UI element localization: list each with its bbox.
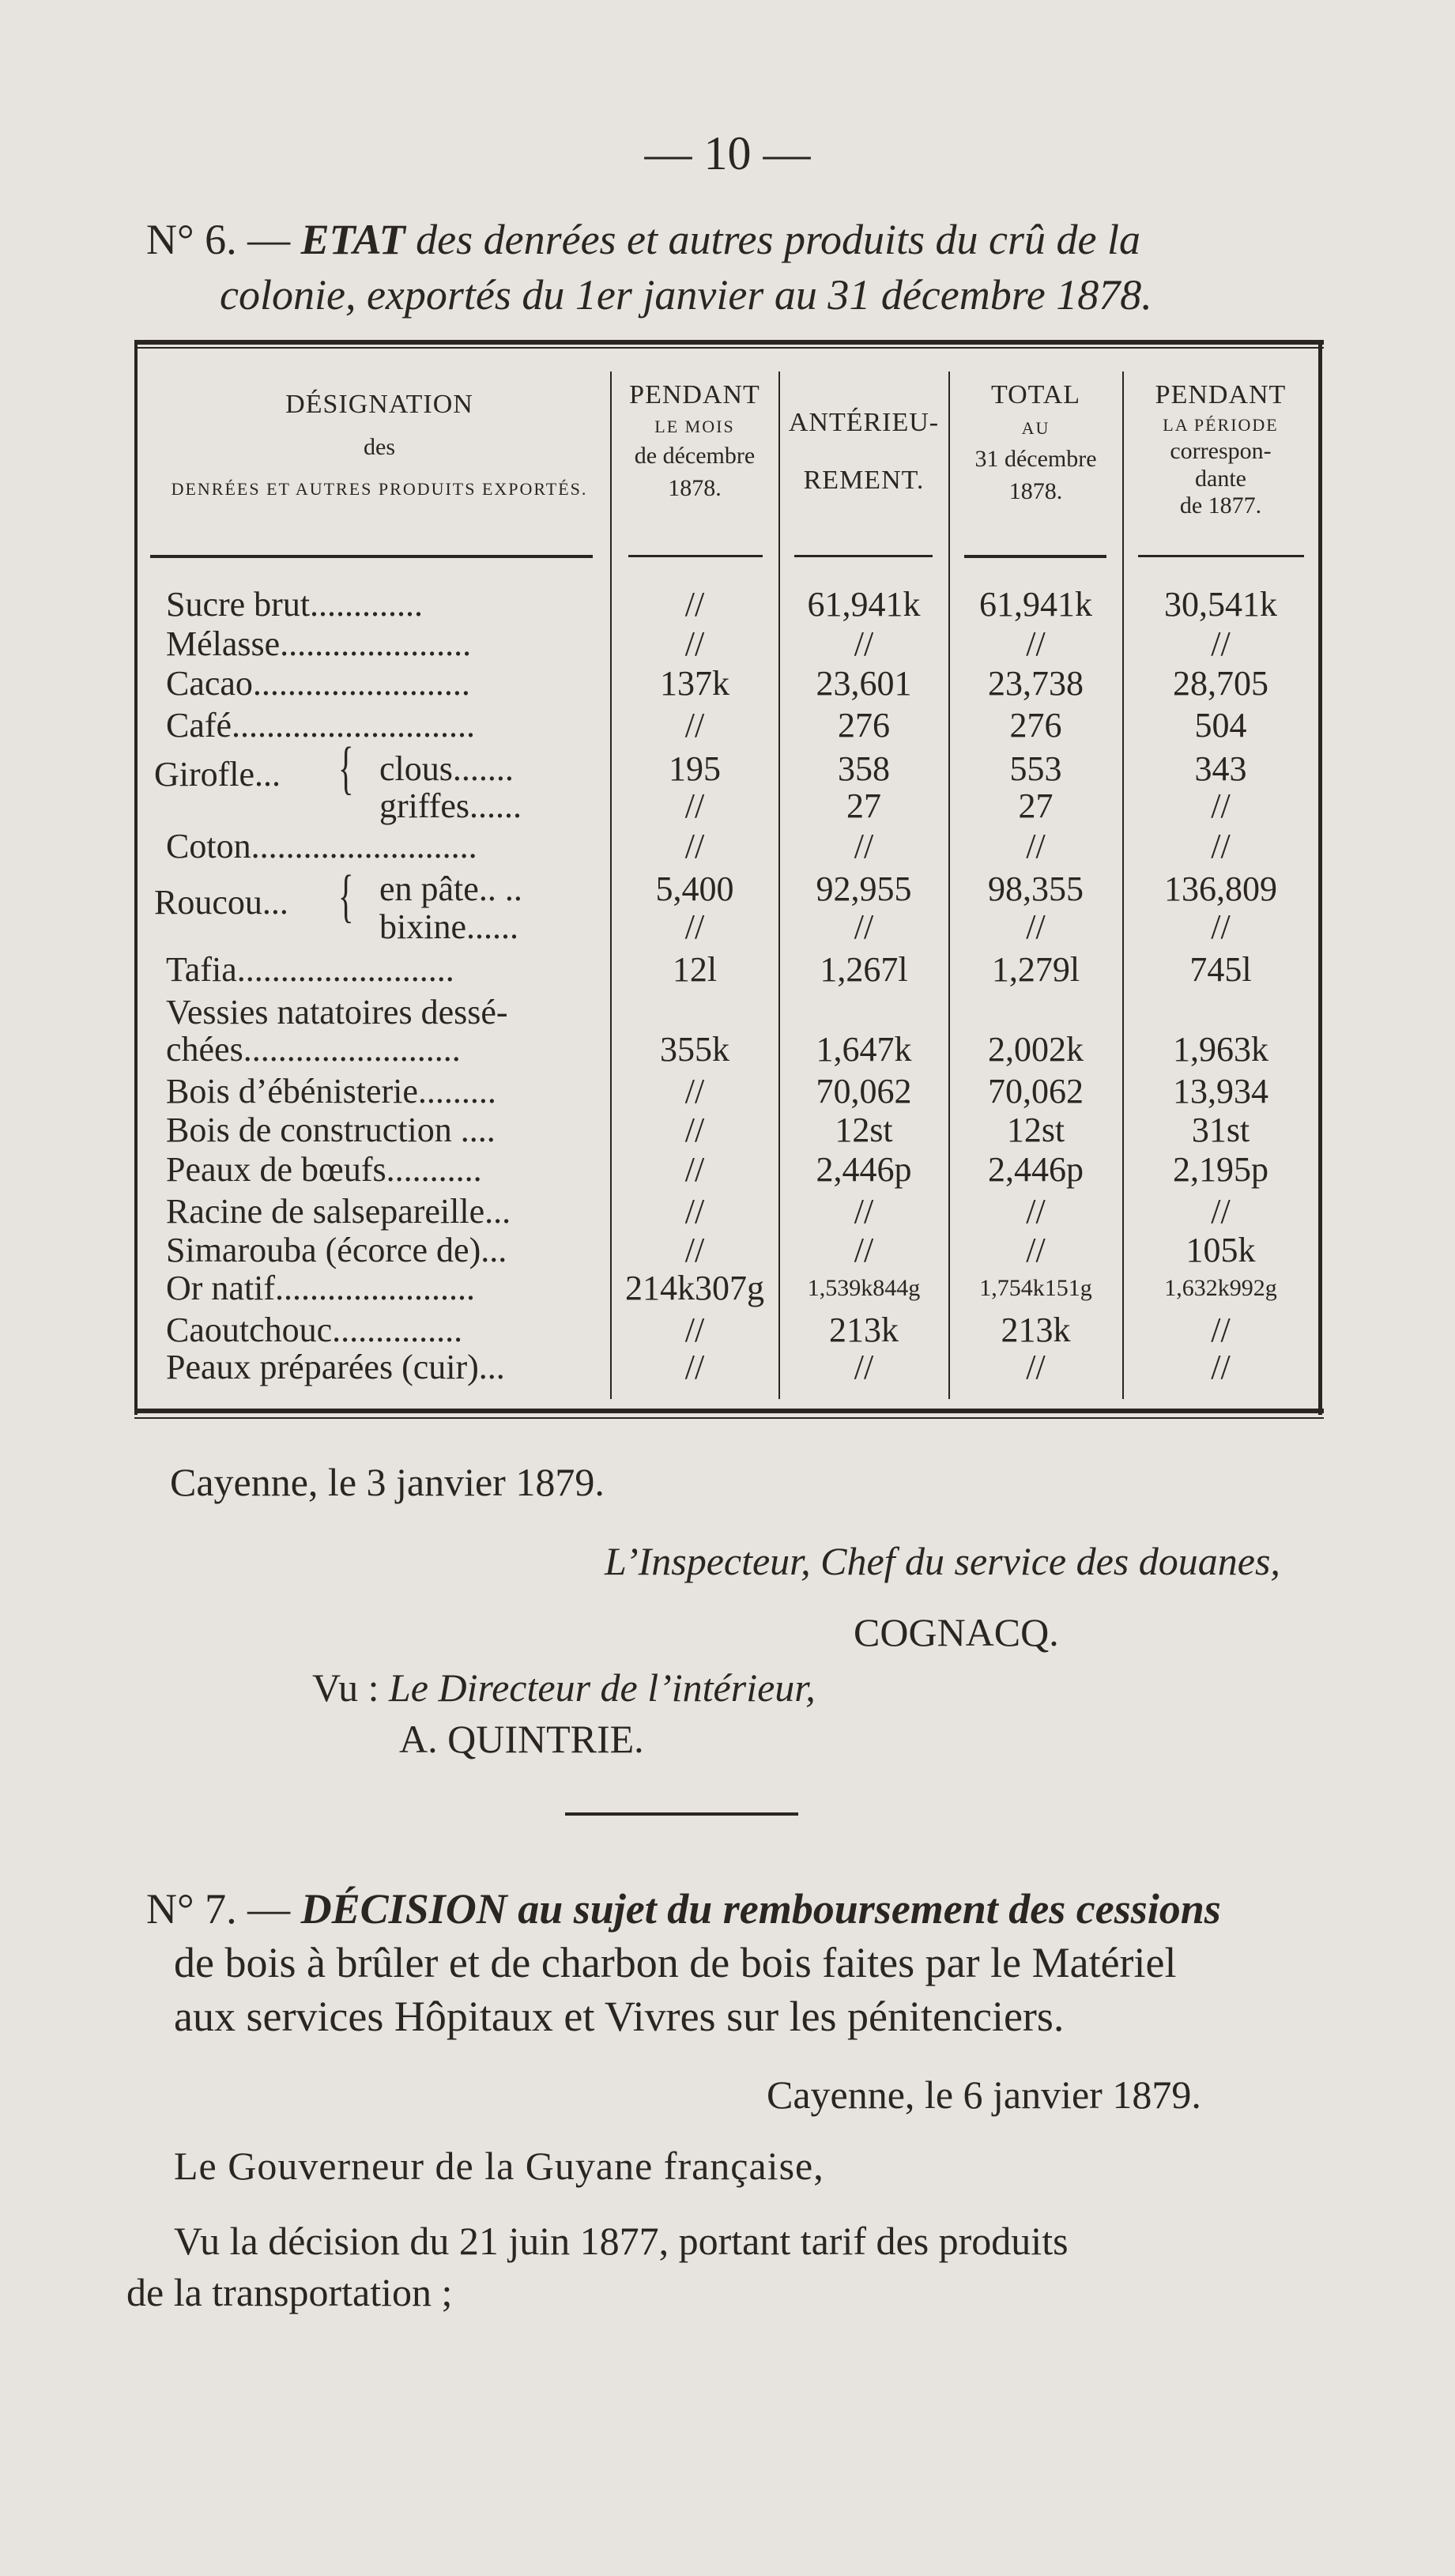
row-cell-4: 136,809	[1164, 869, 1277, 908]
table-row	[0, 1030, 1455, 1069]
table-row	[0, 1192, 1455, 1231]
row-cell-2: 1,539k844g	[807, 1275, 921, 1301]
header-anterieurement: ANTÉRIEU- REMENT.	[788, 408, 940, 496]
header-pendant-mois: PENDANT LE MOIS de décembre 1878.	[629, 380, 760, 501]
decision-line1-rest: au sujet du remboursement des cessions	[518, 1885, 1221, 1933]
row-cell-1: //	[684, 1348, 705, 1386]
row-label: Racine de salsepareille...	[166, 1192, 511, 1231]
table-row	[0, 1111, 1455, 1150]
row-label: Simarouba (écorce de)...	[166, 1231, 507, 1269]
row-cell-1: //	[684, 1311, 705, 1349]
decision-gouverneur: Le Gouverneur de la Guyane française,	[174, 2144, 824, 2188]
table-row	[0, 993, 1455, 1032]
row-cell-3: 2,002k	[988, 1030, 1084, 1069]
row-label: Café............................	[166, 706, 476, 745]
row-cell-2: //	[854, 1231, 874, 1269]
row-cell-3: //	[1026, 1192, 1046, 1231]
row-cell-1: 137k	[660, 664, 729, 703]
row-cell-3: 553	[1009, 749, 1062, 788]
row-cell-4: //	[1211, 786, 1231, 825]
table-bottom-rule-thin	[134, 1417, 1324, 1419]
table-row	[0, 1231, 1455, 1270]
row-cell-2: 2,446p	[816, 1150, 912, 1189]
row-cell-3: 98,355	[988, 869, 1084, 908]
row-cell-2: 1,647k	[816, 1030, 912, 1069]
row-cell-3: 61,941k	[979, 585, 1092, 624]
decision-number: N° 7. —	[146, 1885, 291, 1933]
row-cell-3: //	[1026, 624, 1046, 663]
row-cell-4: 13,934	[1173, 1072, 1268, 1111]
row-cell-3: //	[1026, 1231, 1046, 1269]
header-rule-4	[964, 555, 1106, 558]
row-cell-4: //	[1211, 1192, 1231, 1231]
row-cell-4: 1,963k	[1173, 1030, 1268, 1069]
row-cell-4: 30,541k	[1164, 585, 1277, 624]
row-cell-1: 214k307g	[625, 1269, 764, 1307]
table-row	[0, 950, 1455, 990]
row-cell-3: //	[1026, 907, 1046, 946]
brace-girofle: {	[337, 736, 354, 801]
signoff-place-date: Cayenne, le 3 janvier 1879.	[170, 1460, 605, 1504]
row-cell-1: //	[684, 1150, 705, 1189]
row-label: Tafia.........................	[166, 950, 454, 989]
row-cell-3: 1,754k151g	[979, 1275, 1092, 1301]
row-cell-1: //	[684, 1192, 705, 1231]
row-cell-4: 504	[1194, 706, 1247, 745]
row-cell-2: //	[854, 1192, 874, 1231]
row-cell-3: 276	[1009, 706, 1062, 745]
row-cell-4: 1,632k992g	[1164, 1275, 1277, 1301]
row-cell-1: //	[684, 827, 705, 866]
title-line1-rest: des denrées et autres produits du crû de la	[416, 216, 1141, 263]
row-cell-3: 2,446p	[988, 1150, 1084, 1189]
row-cell-4: 343	[1194, 749, 1247, 788]
row-label: Bois de construction ....	[166, 1111, 496, 1149]
table-row	[0, 786, 1455, 826]
table-row	[0, 1150, 1455, 1190]
row-cell-1: //	[684, 1111, 705, 1149]
row-cell-2: 23,601	[816, 664, 912, 703]
table-bottom-rule	[134, 1409, 1324, 1413]
row-cell-4: //	[1211, 1311, 1231, 1349]
row-cell-4: 28,705	[1173, 664, 1268, 703]
row-cell-2: //	[854, 827, 874, 866]
row-cell-1: //	[684, 786, 705, 825]
row-cell-1: //	[684, 1072, 705, 1111]
table-row	[0, 1348, 1455, 1387]
row-cell-3: 12st	[1006, 1111, 1065, 1149]
row-cell-3: 23,738	[988, 664, 1084, 703]
row-label: Or natif.......................	[166, 1269, 476, 1307]
vu-line	[312, 1664, 816, 1711]
row-cell-2: //	[854, 624, 874, 663]
table-row	[0, 706, 1455, 745]
row-cell-2: 358	[838, 749, 890, 788]
table-title-line2: colonie, exportés du 1er janvier au 31 décembre 1878.	[220, 271, 1152, 319]
row-cell-1: //	[684, 585, 705, 624]
row-cell-3: 70,062	[988, 1072, 1084, 1111]
decision-keyword: DÉCISION	[300, 1885, 507, 1933]
row-cell-2: //	[854, 1348, 874, 1386]
page-number: — 10 —	[644, 127, 811, 179]
brace-roucou: {	[337, 864, 354, 929]
table-row	[0, 624, 1455, 664]
row-cell-4: 105k	[1185, 1231, 1256, 1269]
row-cell-4: 2,195p	[1173, 1150, 1268, 1189]
row-cell-1: //	[684, 624, 705, 663]
row-cell-4: 745l	[1189, 950, 1252, 989]
table-row	[0, 869, 1455, 909]
header-pendant-periode: PENDANT LA PÉRIODE correspon- dante de 1877.	[1155, 380, 1287, 519]
table-row	[0, 585, 1455, 624]
row-cell-3: 213k	[1001, 1311, 1071, 1349]
row-cell-1: //	[684, 706, 705, 745]
row-cell-2: 61,941k	[807, 585, 921, 624]
vu-role: Le Directeur de l’intérieur,	[389, 1665, 816, 1710]
row-cell-1: 355k	[660, 1030, 729, 1069]
table-top-rule	[134, 340, 1324, 345]
row-label: chées.........................	[166, 1030, 461, 1069]
row-cell-2: 70,062	[816, 1072, 912, 1111]
section-separator	[565, 1812, 798, 1816]
row-cell-2: 1,267l	[820, 950, 908, 989]
row-label: Caoutchouc...............	[166, 1311, 463, 1349]
row-cell-2: 213k	[829, 1311, 899, 1349]
table-row	[0, 664, 1455, 703]
table-title-line1	[146, 212, 1332, 267]
row-label: Vessies natatoires dessé-	[166, 993, 508, 1032]
row-cell-4: //	[1211, 827, 1231, 866]
row-label: Mélasse......................	[166, 624, 472, 663]
row-label: en pâte.. ..	[379, 869, 522, 908]
table-row	[0, 1072, 1455, 1111]
table-row	[0, 827, 1455, 866]
table-row	[0, 1311, 1455, 1350]
signoff-role: L’Inspecteur, Chef du service des douanes,	[605, 1539, 1280, 1583]
table-row	[0, 749, 1455, 789]
decision-vu-line1: Vu la décision du 21 juin 1877, portant tarif des produits	[174, 2219, 1069, 2263]
table-top-rule-thin	[134, 347, 1324, 349]
table-row	[0, 907, 1455, 947]
row-cell-1: //	[684, 1231, 705, 1269]
row-cell-4: //	[1211, 1348, 1231, 1386]
group-label-roucou: Roucou...	[154, 883, 288, 922]
row-label: bixine......	[379, 907, 518, 946]
row-cell-4: //	[1211, 624, 1231, 663]
row-cell-4: //	[1211, 907, 1231, 946]
decision-title-line3: aux services Hôpitaux et Vivres sur les pénitenciers.	[174, 1993, 1065, 2040]
title-keyword: ETAT	[300, 216, 405, 263]
row-cell-1: //	[684, 907, 705, 946]
row-cell-3: 1,279l	[991, 950, 1080, 989]
row-label: Sucre brut.............	[166, 585, 424, 624]
row-cell-3: 27	[1018, 786, 1054, 825]
title-number: N° 6. —	[146, 216, 291, 263]
group-label-girofle: Girofle...	[154, 755, 281, 794]
vu-name: A. QUINTRIE.	[399, 1717, 644, 1761]
header-rule-2	[628, 555, 763, 557]
header-total: TOTAL AU 31 décembre 1878.	[974, 380, 1097, 504]
row-label: Cacao.........................	[166, 664, 470, 703]
header-designation: DÉSIGNATION des DENRÉES ET AUTRES PRODUITS EXPORTÉS.	[171, 390, 588, 499]
header-rule-1	[150, 555, 593, 558]
signoff-name: COGNACQ.	[854, 1610, 1059, 1654]
row-label: Coton..........................	[166, 827, 477, 866]
decision-title-line2: de bois à brûler et de charbon de bois faites par le Matériel	[174, 1939, 1177, 1986]
decision-title-line1	[146, 1881, 1332, 1937]
vu-prefix: Vu :	[312, 1665, 379, 1710]
row-cell-3: //	[1026, 1348, 1046, 1386]
row-label: griffes......	[379, 786, 522, 825]
header-rule-3	[794, 555, 933, 557]
row-cell-2: 27	[846, 786, 881, 825]
decision-vu-line2: de la transportation ;	[126, 2270, 453, 2314]
row-label: Peaux de bœufs...........	[166, 1150, 482, 1189]
table-row	[0, 1269, 1455, 1308]
row-cell-2: 276	[838, 706, 890, 745]
row-cell-3: //	[1026, 827, 1046, 866]
row-cell-2: 12st	[835, 1111, 893, 1149]
row-cell-1: 5,400	[655, 869, 734, 908]
row-label: Bois d’ébénisterie.........	[166, 1072, 496, 1111]
row-cell-1: 12l	[672, 950, 718, 989]
row-cell-2: 92,955	[816, 869, 912, 908]
row-cell-4: 31st	[1191, 1111, 1250, 1149]
row-cell-1: 195	[669, 749, 721, 788]
row-label: clous.......	[379, 749, 514, 788]
row-label: Peaux préparées (cuir)...	[166, 1348, 505, 1386]
header-rule-5	[1138, 555, 1304, 557]
decision-date: Cayenne, le 6 janvier 1879.	[767, 2072, 1201, 2117]
row-cell-2: //	[854, 907, 874, 946]
